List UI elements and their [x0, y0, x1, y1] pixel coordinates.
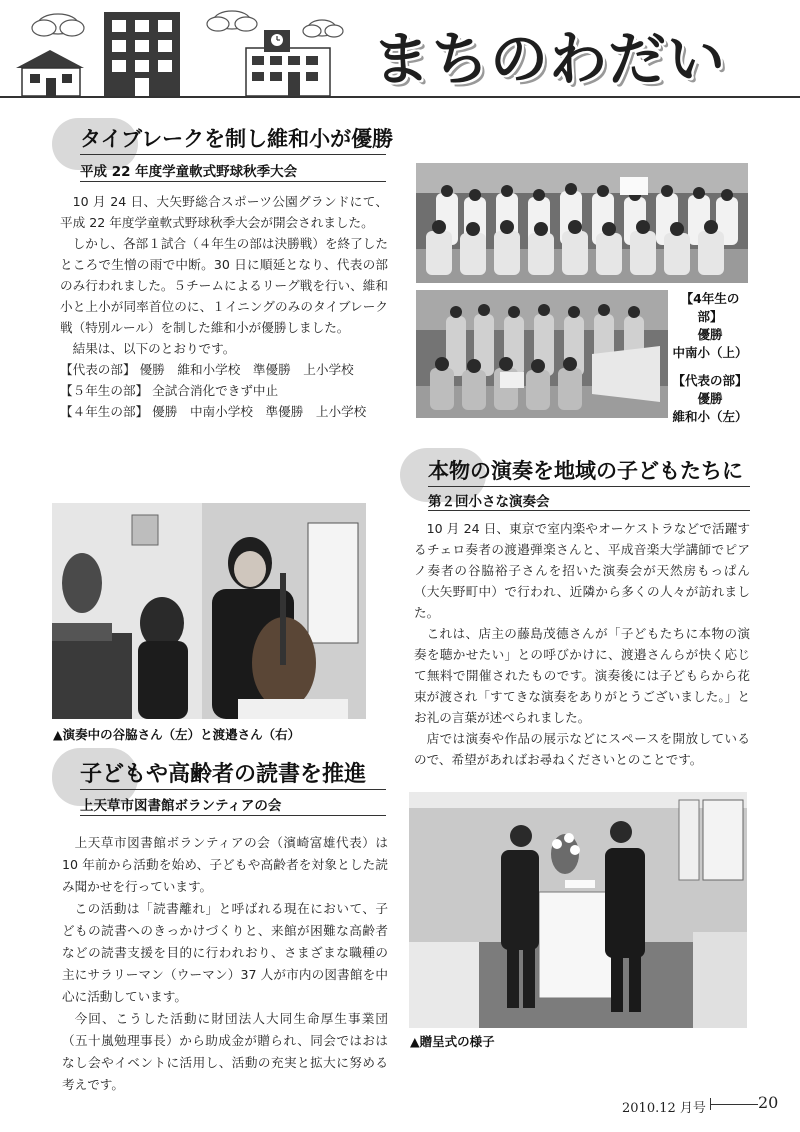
concert-photo-caption: ▲演奏中の谷脇さん（左）と渡邉さん（右）: [53, 727, 301, 742]
paragraph: この活動は「読書離れ」と呼ばれる現在において、子どもの読書へのきっかけづくりと、来館が困難な高齢者などの読書支援を目的に行われおり、さまざまな職種の主にサラリーマン（ウーマン）37 人が市内の図書館を中心に活動しています。: [62, 901, 388, 1004]
page-number: 20: [758, 1093, 779, 1112]
article2-title: 本物の演奏を地域の子どもたちに: [428, 459, 743, 483]
team-photo-4th-grade: [416, 163, 748, 283]
paragraph: 上天草市図書館ボランティアの会（濱崎富雄代表）は 10 年前から活動を始め、子どもや高齢者を対象とした読み聞かせを行っています。: [62, 835, 388, 894]
cloud-icon: [207, 11, 257, 31]
footer-divider: [710, 1104, 758, 1105]
article3-body: [62, 832, 388, 1096]
heading-rule: [428, 486, 750, 487]
result-line: 【代表の部】 優勝 維和小学校 準優勝 上小学校: [60, 362, 354, 377]
subtitle-rule: [428, 510, 750, 511]
paragraph: 店では演奏や作品の展示などにスペースを開放しているので、希望があればお尋ねくださいとのことです。: [414, 731, 750, 767]
article3-title: 子どもや高齢者の読書を推進: [80, 762, 367, 787]
article1-title: タイブレークを制し維和小が優勝: [80, 127, 394, 151]
paragraph: 今回、こうした活動に財団法人大同生命厚生事業団（五十嵐勉理事長）から助成金が贈られ、同会ではおはなし会やイベントに活用し、活動の充実と拡大に努める考えです。: [62, 1011, 388, 1092]
paragraph: しかし、各部１試合（４年生の部は決勝戦）を終了したところで生憎の雨で中断。30 日に順延となり、代表の部のみ行われました。５チームによるリーグ戦を行い、維和小と上小が同率首位のに、１イニングのみのタイブレーク戦（特別ルール）を制した維和小が優勝しました。: [60, 236, 388, 335]
article2-subtitle: 第２回小さな演奏会: [428, 494, 550, 510]
cloud-icon: [303, 20, 343, 37]
issue-date: 2010.12 月号: [622, 1101, 706, 1116]
photo-label-4th-grade: 【4年生の部】 優勝 中南小（上）: [672, 291, 748, 360]
concert-photo: [52, 503, 366, 719]
photo-label-representative: 【代表の部】 優勝 維和小（左）: [672, 373, 748, 424]
paragraph: 10 月 24 日、大矢野総合スポーツ公園グランドにて、平成 22 年度学童軟式野球秋季大会が開会されました。: [60, 194, 388, 230]
team-photo-representative: [416, 290, 668, 418]
paragraph: 結果は、以下のとおりです。: [72, 341, 236, 356]
header-divider: [0, 96, 800, 98]
result-line: 【４年生の部】 優勝 中南小学校 準優勝 上小学校: [60, 404, 367, 419]
article1-body: [60, 191, 388, 422]
heading-rule: [80, 154, 386, 155]
result-line: 【５年生の部】 全試合消化できず中止: [60, 383, 279, 398]
article3-subtitle: 上天草市図書館ボランティアの会: [80, 798, 282, 814]
building-icon: [104, 12, 180, 96]
paragraph: これは、店主の藤島茂德さんが「子どもたちに本物の演奏を聴かせたい」との呼びかけに、渡邉さんらが快く応じて無料で開催されたものです。演奏後には子どもらから花束が渡され「すてきな演奏をありがとうございました。」とお礼の言葉が述べられました。: [414, 626, 750, 725]
subtitle-rule: [80, 815, 386, 816]
page-section-title: まちのわだい: [372, 25, 727, 93]
subtitle-rule: [80, 181, 386, 182]
house-icon: [16, 50, 84, 96]
paragraph: 10 月 24 日、東京で室内楽やオーケストラなどで活躍するチェロ奏者の渡邉弾楽さんと、平成音楽大学講師でピアノ奏者の谷脇裕子さんを招いた演奏会が天然房もっぱん（大矢野町中）で行われ、近隣から多くの人々が訪れました。: [414, 521, 750, 620]
article1-subtitle: 平成 22 年度学童軟式野球秋季大会: [80, 164, 298, 180]
cloud-icon: [32, 14, 84, 36]
school-icon: [246, 30, 330, 96]
ceremony-photo-caption: ▲贈呈式の様子: [410, 1034, 495, 1049]
article2-body: [414, 518, 750, 770]
ceremony-photo: [409, 792, 747, 1028]
heading-rule: [80, 789, 386, 790]
